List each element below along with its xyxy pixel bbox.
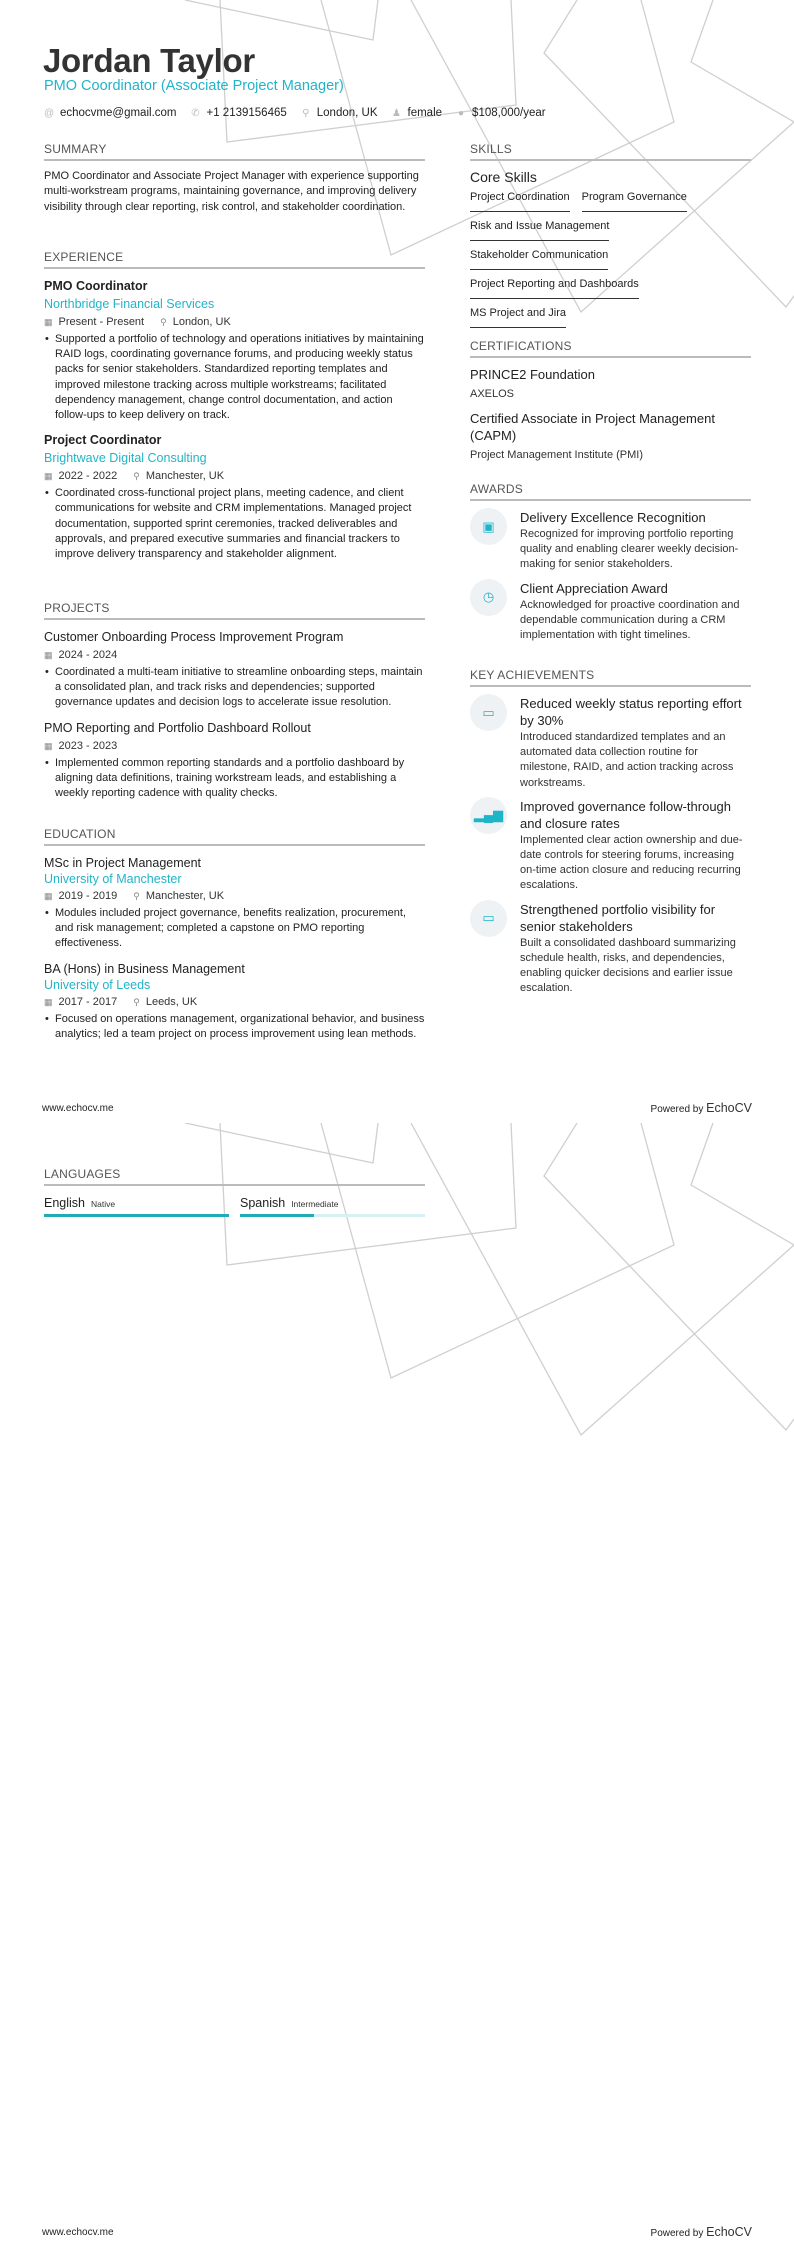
candidate-name: Jordan Taylor [43, 42, 255, 79]
calendar-icon: ▦ [44, 996, 53, 1007]
degree: MSc in Project Management [44, 856, 202, 870]
location-pin-icon: ⚲ [133, 891, 140, 901]
education-item [44, 854, 425, 952]
company: Northbridge Financial Services [44, 297, 215, 311]
experience-item [44, 277, 425, 423]
section-heading: SUMMARY [44, 142, 425, 161]
language-name: English [44, 1196, 85, 1210]
bullet: • Modules included project governance, benefits realization, procurement, and risk management; completed a capstone on PMO reporting effectiveness. [44, 906, 425, 952]
role: PMO Coordinator [44, 279, 148, 293]
project-title: Customer Onboarding Process Improvement Program [44, 630, 344, 644]
dates: 2022 - 2022 [58, 470, 118, 483]
language-level: Native [91, 1199, 116, 1209]
email-text: echocvme@gmail.com [60, 107, 177, 119]
cert-issuer: AXELOS [470, 388, 515, 400]
skill-chip: MS Project and Jira [470, 306, 566, 328]
contact-row [44, 107, 560, 119]
location: Manchester, UK [145, 470, 225, 483]
salary-text: $108,000/year [472, 107, 546, 119]
phone-icon: ✆ [191, 107, 200, 119]
achievement-title: Reduced weekly status reporting effort by 30% [520, 696, 742, 728]
section-heading: KEY ACHIEVEMENTS [470, 668, 751, 687]
dates: 2024 - 2024 [58, 649, 118, 661]
calendar-icon: ▦ [44, 740, 53, 751]
award-desc: Acknowledged for proactive coordination and dependable communication during a CRM implementation with tight timelines. [520, 598, 740, 642]
award-item [470, 509, 751, 573]
language-level: Intermediate [291, 1199, 339, 1209]
skill-chip: Stakeholder Communication [470, 248, 608, 270]
education-item [44, 960, 425, 1042]
achievement-item [470, 695, 751, 791]
award-title: Delivery Excellence Recognition [520, 510, 706, 525]
calendar-icon: ▦ [44, 650, 53, 660]
skills-section [470, 142, 751, 335]
contact-email[interactable] [44, 107, 177, 119]
dates: 2017 - 2017 [58, 995, 118, 1008]
person-icon: ♟ [392, 107, 401, 119]
achievement-desc: Implemented clear action ownership and due-date controls for steering forums, increasing on-time action closure and reducing recurring escalations. [520, 833, 743, 892]
clock-icon: ◷ [470, 579, 507, 616]
achievement-desc: Introduced standardized templates and an automated data collection routine for milestone, RAID, and action tracking across workstreams. [520, 731, 734, 789]
bullet: • Supported a portfolio of technology and operations initiatives by maintaining RAID logs, coordinating governance forums, and producing weekly status packs for senior stakeholders. Standardized reporting templates and improved milestone tracking across multiple workstreams; facilitated dependency management, change control documentation, and action follow-ups to keep delivery on track. [44, 332, 425, 423]
calendar-icon: ▦ [44, 471, 53, 482]
powered-by[interactable] [651, 1101, 752, 1115]
brand-name: EchoCV [706, 1101, 752, 1115]
role: Project Coordinator [44, 433, 162, 448]
bullet: • Implemented common reporting standards and a portfolio dashboard by aligning data definitions, training workstream leads, and establishing a weekly reporting cadence with quality checks. [44, 756, 425, 802]
skill-chip: Risk and Issue Management [470, 219, 609, 241]
certifications-section [470, 339, 751, 471]
experience-item [44, 431, 425, 562]
section-heading: AWARDS [470, 482, 751, 501]
achievement-desc: Built a consolidated dashboard summarizing schedule health, risks, and dependencies, enabling quicker decisions and earlier issue escalation. [520, 936, 736, 995]
award-item [470, 580, 751, 644]
location-text: London, UK [316, 107, 378, 119]
gender-text: female [407, 107, 443, 119]
section-heading: CERTIFICATIONS [470, 339, 751, 358]
location: London, UK [172, 316, 231, 328]
powered-by-label: Powered by [650, 2228, 704, 2239]
phone-text: +1 2139156465 [206, 107, 287, 119]
languages-section [44, 1167, 425, 1217]
company: Brightwave Digital Consulting [44, 451, 207, 466]
contact-gender [392, 107, 443, 119]
proficiency-bar [44, 1214, 229, 1217]
project-item [44, 628, 425, 711]
money-icon: ▭ [470, 694, 507, 731]
achievement-item [470, 798, 751, 894]
dates: 2023 - 2023 [58, 739, 118, 752]
achievement-title: Improved governance follow-through and closure rates [520, 798, 732, 831]
contact-location [301, 107, 378, 119]
calendar-icon: ▦ [44, 317, 53, 327]
bar-chart-icon: ▂▄▆ [470, 797, 507, 834]
bullet: • Focused on operations management, organizational behavior, and business analytics; led a team project on process improvement using lean methods. [44, 1012, 425, 1042]
project-title: PMO Reporting and Portfolio Dashboard Rollout [44, 720, 311, 735]
location-pin-icon: ⚲ [133, 996, 140, 1007]
dates: Present - Present [58, 316, 145, 328]
experience-section [44, 250, 425, 570]
location-pin-icon: ⚲ [133, 471, 140, 482]
powered-by[interactable] [651, 2225, 752, 2239]
school: University of Manchester [44, 872, 182, 886]
bullet: • Coordinated a multi-team initiative to streamline onboarding steps, maintain a consolidated plan, and track risks and dependencies; supported governance updates and decision logs to accelerate issue resolution. [44, 665, 425, 711]
language-item [240, 1194, 425, 1217]
award-title: Client Appreciation Award [520, 580, 668, 596]
achievement-title: Strengthened portfolio visibility for senior stakeholders [520, 901, 716, 934]
education-section [44, 827, 425, 1050]
school: University of Leeds [44, 977, 151, 992]
powered-by-label: Powered by [650, 1104, 704, 1115]
summary-text: PMO Coordinator and Associate Project Manager with experience supporting multi-workstream programs, maintaining governance, and improving delivery visibility through clear reporting, risk control, and stakeholder coordination. [44, 170, 419, 213]
location-pin-icon: ⚲ [160, 317, 167, 327]
bullet: • Coordinated cross-functional project plans, meeting cadence, and client communications for website and CRM implementations. Managed project documentation, supported sprint ceremonies, tracked deliverables and approvals, and prepared executive summaries and financial trackers to improve delivery transparency and stakeholder alignment. [44, 486, 425, 562]
at-icon: @ [44, 107, 55, 119]
award-desc: Recognized for improving portfolio reporting quality and enabling clearer weekly decision-making for senior stakeholders. [520, 528, 739, 571]
achievement-item [470, 901, 751, 997]
location: Manchester, UK [145, 890, 225, 902]
section-heading: PROJECTS [44, 601, 425, 620]
contact-salary [456, 107, 546, 119]
skill-chip: Project Reporting and Dashboards [470, 277, 639, 299]
footer-site-link[interactable]: www.echocv.me [42, 2227, 114, 2238]
section-heading: EDUCATION [44, 827, 425, 846]
proficiency-fill [44, 1214, 229, 1217]
degree: BA (Hons) in Business Management [44, 961, 245, 976]
footer-site-link[interactable]: www.echocv.me [42, 1103, 114, 1114]
project-item [44, 719, 425, 802]
skill-chip: Program Governance [582, 190, 687, 212]
cert-name: Certified Associate in Project Management (CAPM) [470, 411, 715, 443]
dates: 2019 - 2019 [58, 890, 118, 902]
awards-section [470, 482, 751, 650]
section-heading: LANGUAGES [44, 1167, 425, 1186]
location: Leeds, UK [145, 995, 198, 1008]
section-heading: SKILLS [470, 142, 751, 161]
summary-section [44, 142, 425, 215]
brand-name: EchoCV [706, 2225, 752, 2239]
language-item [44, 1194, 229, 1217]
bookmark-icon: ▣ [470, 508, 507, 545]
section-heading: EXPERIENCE [44, 250, 425, 269]
projects-section [44, 601, 425, 809]
cert-issuer: Project Management Institute (PMI) [470, 449, 644, 461]
cert-name: PRINCE2 Foundation [470, 367, 596, 382]
language-name: Spanish [240, 1196, 286, 1210]
contact-phone[interactable] [191, 107, 287, 119]
job-title: PMO Coordinator (Associate Project Manager) [44, 78, 344, 94]
skill-group-title: Core Skills [470, 169, 537, 185]
achievements-section [470, 668, 751, 1003]
calendar-icon: ▦ [44, 891, 53, 901]
skill-chip: Project Coordination [470, 190, 570, 212]
dollar-icon: ● [458, 107, 465, 119]
location-pin-icon: ⚲ [302, 107, 310, 119]
proficiency-bar [240, 1214, 425, 1217]
money-icon: ▭ [470, 900, 507, 937]
proficiency-fill [240, 1214, 314, 1217]
